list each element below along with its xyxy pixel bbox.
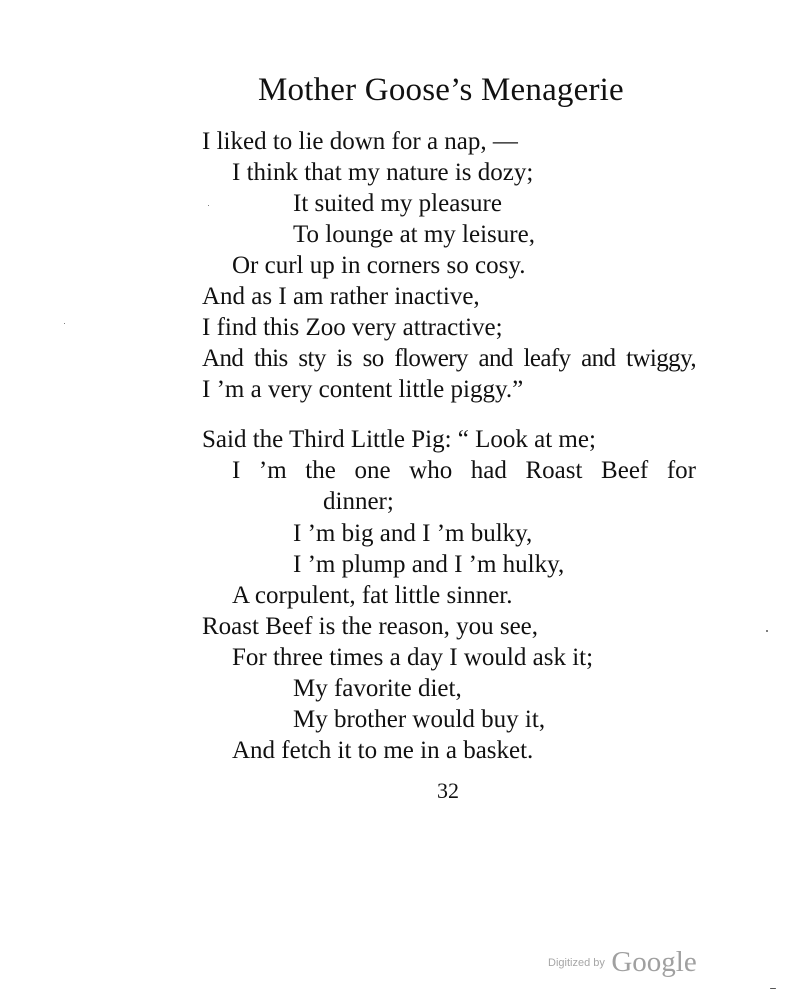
verse-line: And this sty is so flowery and leafy and twiggy, xyxy=(202,345,696,372)
verse-line: I think that my nature is dozy; xyxy=(232,159,534,186)
verse-line: Said the Third Little Pig: “ Look at me; xyxy=(202,426,596,453)
scan-speck xyxy=(64,323,65,324)
verse-line: I ’m a very content little piggy.” xyxy=(202,376,524,403)
verse-line: I ’m plump and I ’m hulky, xyxy=(293,551,565,578)
verse-line: To lounge at my leisure, xyxy=(293,221,535,248)
verse-line: My brother would buy it, xyxy=(293,706,546,733)
verse-line: And fetch it to me in a basket. xyxy=(232,737,534,764)
page-number: 32 xyxy=(437,778,459,803)
verse-line: My favorite diet, xyxy=(293,675,462,702)
verse-line: I find this Zoo very attractive; xyxy=(202,314,503,341)
verse-line: Roast Beef is the reason, you see, xyxy=(202,613,539,640)
verse-line: For three times a day I would ask it; xyxy=(232,644,594,671)
verse-line: A corpulent, fat little sinner. xyxy=(232,582,513,609)
scan-speck xyxy=(770,988,776,989)
verse-line: Or curl up in corners so cosy. xyxy=(232,252,526,279)
scan-speck xyxy=(208,205,209,206)
verse-line: I liked to lie down for a nap, — xyxy=(202,128,518,155)
verse-line: And as I am rather inactive, xyxy=(202,283,480,310)
scan-speck xyxy=(766,630,768,632)
digitized-by-google-watermark xyxy=(548,946,697,979)
verse-line: dinner; xyxy=(323,488,394,515)
verse-line: It suited my pleasure xyxy=(293,190,502,217)
running-title: Mother Goose’s Menagerie xyxy=(258,72,624,108)
google-logo: Google xyxy=(611,946,697,978)
verse-line: I ’m big and I ’m bulky, xyxy=(293,520,533,547)
verse-line: I ’m the one who had Roast Beef for xyxy=(232,457,696,484)
watermark-prefix: Digitized by xyxy=(548,956,605,969)
